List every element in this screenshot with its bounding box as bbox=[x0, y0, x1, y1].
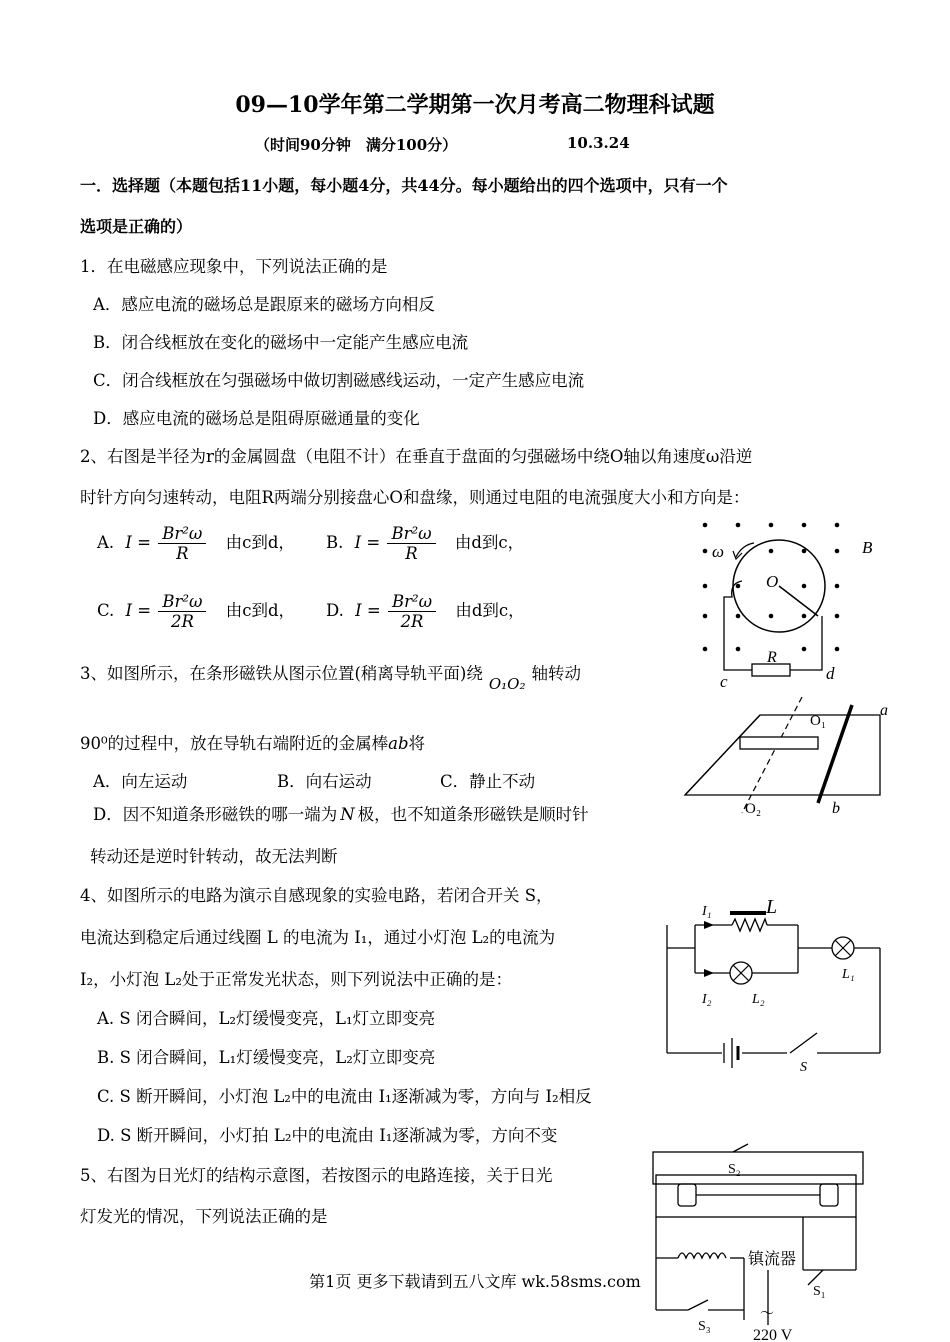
question-5-stem: 5、右图为日光灯的结构示意图，若按图示的电路连接，关于日光 bbox=[80, 1166, 553, 1185]
bar-magnet bbox=[740, 737, 818, 749]
question-2-option-b: B. I = $\frac{\text{Br²ω}}{R}$ 由d到c， bbox=[326, 524, 525, 563]
formula-fraction: $\frac{\text{Br²ω}}{R}$ bbox=[158, 524, 206, 563]
axis-top-label: O₁ bbox=[810, 713, 827, 729]
omega-label: ω bbox=[712, 542, 725, 561]
section-heading: 一．选择题（本题包括11小题，每小题4分，共44分。每小题给出的四个选项中，只有一个 bbox=[80, 176, 728, 195]
question-3-option-b: B．向右运动 bbox=[277, 772, 372, 791]
self-induction-circuit bbox=[662, 893, 887, 1078]
battery bbox=[724, 1038, 738, 1068]
ac-symbol: ～ bbox=[760, 1307, 774, 1322]
question-3-option-c: C．静止不动 bbox=[440, 772, 536, 791]
exam-info: （时间90分钟 满分100分） bbox=[255, 136, 458, 154]
question-4-option-a: A. S 闭合瞬间，L₂灯缓慢变亮，L₁灯立即变亮 bbox=[97, 1009, 436, 1028]
radius-line bbox=[779, 586, 818, 616]
inductor-label: L bbox=[766, 896, 778, 918]
rod-end-b-label: b bbox=[832, 800, 840, 817]
fluorescent-lamp-figure bbox=[648, 1140, 873, 1340]
lamp-L2-label: L₂ bbox=[752, 992, 765, 1007]
magnet-rail-figure bbox=[680, 695, 900, 820]
axis-bottom-label: O₂ bbox=[745, 801, 762, 817]
question-3-option-d-cont: 转动还是逆时针转动，故无法判断 bbox=[90, 847, 338, 866]
question-2-option-a: A. I = $\frac{\text{Br²ω}}{R}$ 由c到d， bbox=[97, 524, 295, 563]
section-heading-cont: 选项是正确的） bbox=[80, 217, 193, 236]
question-4-stem-cont: 电流达到稳定后通过线圈 L 的电流为 I₁，通过小灯泡 L₂的电流为 bbox=[80, 928, 556, 947]
question-4-option-c: C. S 断开瞬间，小灯泡 L₂中的电流由 I₁逐渐减为零，方向与 I₂相反 bbox=[97, 1087, 592, 1106]
current-I2-label: I₂ bbox=[702, 992, 712, 1007]
lamp-L1 bbox=[832, 937, 854, 959]
question-1-option-c: C．闭合线框放在匀强磁场中做切割磁感线运动，一定产生感应电流 bbox=[93, 371, 585, 390]
current-arrow-I1 bbox=[704, 921, 714, 929]
question-4-option-d: D. S 断开瞬间，小灯拍 L₂中的电流由 I₁逐渐减为零，方向不变 bbox=[97, 1126, 558, 1145]
question-2-option-d: D. I = $\frac{\text{Br²ω}}{2R}$ 由d到c， bbox=[326, 592, 525, 631]
question-1-option-d: D．感应电流的磁场总是阻碍原磁通量的变化 bbox=[93, 409, 420, 428]
rotating-disc-figure bbox=[690, 515, 890, 690]
page-title: 09—10学年第二学期第一次月考高二物理科试题 bbox=[235, 92, 715, 118]
field-label: B bbox=[862, 538, 873, 557]
switch-S3-label: S₃ bbox=[698, 1319, 711, 1334]
exam-date: 10.3.24 bbox=[567, 134, 630, 152]
question-4-stem: 4、如图所示的电路为演示自感现象的实验电路，若闭合开关 S， bbox=[80, 886, 553, 905]
coil-L bbox=[732, 919, 767, 931]
switch-S1-label: S₁ bbox=[813, 1284, 826, 1299]
question-1-option-b: B．闭合线框放在变化的磁场中一定能产生感应电流 bbox=[93, 333, 469, 352]
lamp-L2 bbox=[730, 962, 752, 984]
current-arrow-I2 bbox=[704, 969, 714, 977]
question-3-option-d: D．因不知道条形磁铁的哪一端为 N 极，也不知道条形磁铁是顺时针 bbox=[93, 805, 589, 824]
question-1-option-a: A．感应电流的磁场总是跟原来的磁场方向相反 bbox=[93, 295, 435, 314]
rod-end-a-label: a bbox=[880, 702, 888, 719]
page-footer: 第1页 更多下载请到五八文库 wk.58sms.com bbox=[309, 1272, 641, 1291]
ballast-label: 镇流器 bbox=[748, 1251, 797, 1268]
question-1-stem: 1．在电磁感应现象中，下列说法正确的是 bbox=[80, 257, 388, 276]
question-2-stem-cont: 时针方向匀速转动，电阻R两端分别接盘心O和盘缘，则通过电阻的电流强度大小和方向是： bbox=[80, 488, 750, 507]
switch-label: S bbox=[800, 1060, 807, 1075]
question-2-option-c: C. I = $\frac{\text{Br²ω}}{2R}$ 由c到d， bbox=[97, 592, 296, 631]
current-I1-label: I₁ bbox=[702, 904, 712, 919]
question-2-stem: 2、右图是半径为r的金属圆盘（电阻不计）在垂直于盘面的匀强磁场中绕O轴以角速度ω沿逆 bbox=[80, 447, 753, 466]
question-3-option-a: A．向左运动 bbox=[93, 772, 188, 791]
voltage-label: 220 V bbox=[753, 1327, 793, 1340]
question-3-stem-cont: 90⁰的过程中，放在导轨右端附近的金属棒ab将 bbox=[80, 734, 426, 753]
formula-fraction: $\frac{\text{Br²ω}}{2R}$ bbox=[158, 592, 206, 631]
question-4-stem-cont2: I₂，小灯泡 L₂处于正常发光状态，则下列说法中正确的是： bbox=[80, 970, 512, 989]
terminal-d-label: d bbox=[826, 664, 835, 683]
question-5-stem-cont: 灯发光的情况，下列说法正确的是 bbox=[80, 1207, 328, 1226]
formula-fraction: $\frac{\text{Br²ω}}{R}$ bbox=[387, 524, 435, 563]
question-3-stem: 3、如图所示，在条形磁铁从图示位置(稍离导轨平面)绕O₁O₂轴转动 bbox=[80, 664, 581, 693]
resistor-label: R bbox=[767, 649, 777, 666]
rail-plane bbox=[685, 715, 880, 795]
wire-c bbox=[724, 581, 752, 670]
formula-fraction: $\frac{\text{Br²ω}}{2R}$ bbox=[388, 592, 436, 631]
switch-S2-label: S₂ bbox=[728, 1162, 741, 1177]
ballast-coil bbox=[678, 1253, 726, 1258]
terminal-c-label: c bbox=[720, 672, 728, 690]
lamp-L1-label: L₁ bbox=[842, 967, 855, 982]
question-4-option-b: B. S 闭合瞬间，L₁灯缓慢变亮，L₂灯立即变亮 bbox=[97, 1048, 436, 1067]
center-label: O bbox=[766, 572, 779, 591]
